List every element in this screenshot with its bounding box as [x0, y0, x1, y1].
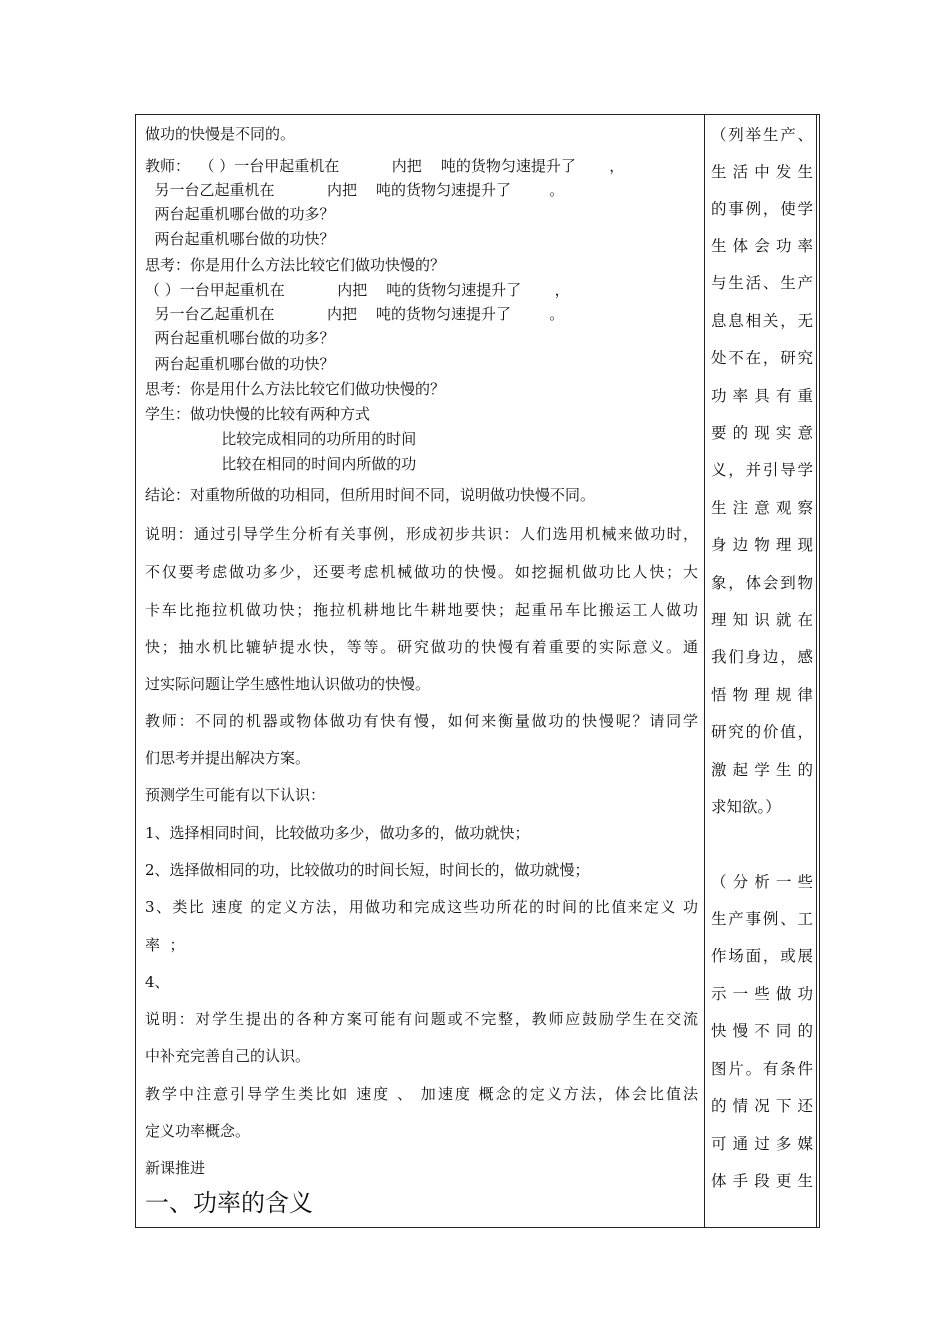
text-line: 两台起重机哪台做的功多？: [145, 205, 335, 223]
paragraph-line: 新课推进: [145, 1159, 206, 1177]
paragraph-line: 定义功率概念。: [145, 1122, 251, 1140]
note-line: 图片。有条件: [711, 1060, 813, 1078]
note-line: 息息相关，无: [711, 312, 813, 330]
note-line: 悟物理规律: [711, 686, 813, 704]
text-line: 另一台乙起重机在 内把 吨的货物匀速提升了 。: [145, 181, 565, 199]
table-right-border: [816, 115, 817, 1227]
note-line: 的事例，使学: [711, 200, 813, 218]
note-line: 生注意观察: [711, 499, 813, 517]
text-line: 思考：你是用什么方法比较它们做功快慢的？: [145, 380, 446, 398]
paragraph-line: 教师：不同的机器或物体做功有快有慢，如何来衡量做功的快慢呢？请同学: [145, 712, 698, 730]
note-line: 理知识就在: [711, 611, 813, 629]
note-line: 生体会功率: [711, 237, 813, 255]
paragraph-line: 2、选择做相同的功，比较做功的时间长短，时间长的，做功就慢；: [145, 861, 590, 879]
note-line: 示一些做功: [711, 985, 813, 1003]
text-line: 比较完成相同的功所用的时间: [145, 430, 417, 448]
note-line: 生产事例、工: [711, 910, 813, 928]
note-line: 我们身边，感: [711, 648, 813, 666]
text-line: 两台起重机哪台做的功快？: [145, 230, 335, 248]
note-line: 求知欲。）: [711, 798, 781, 816]
text-line: 结论：对重物所做的功相同，但所用时间不同，说明做功快慢不同。: [145, 486, 596, 504]
paragraph-line: 说明：通过引导学生分析有关事例，形成初步共识：人们选用机械来做功时，: [145, 525, 698, 543]
text-line: 思考：你是用什么方法比较它们做功快慢的？: [145, 256, 446, 274]
note-line: 的情况下还: [711, 1097, 813, 1115]
note-line: 与生活、生产: [711, 274, 813, 292]
note-line: 研究的价值，: [711, 723, 813, 741]
note-line: 可通过多媒: [711, 1135, 813, 1153]
column-divider: [704, 114, 705, 1228]
note-line: 快慢不同的: [711, 1022, 813, 1040]
note-line: 象，体会到物: [711, 574, 813, 592]
text-line: 教师： （ ）一台甲起重机在 内把 吨的货物匀速提升了 ，: [145, 157, 625, 175]
paragraph-line: 3、类比 速度 的定义方法，用做功和完成这些功所花的时间的比值来定义 功: [145, 898, 698, 916]
paragraph-line: 教学中注意引导学生类比如 速度 、 加速度 概念的定义方法，体会比值法: [145, 1085, 698, 1103]
note-line: 激起学生的: [711, 761, 813, 779]
note-line: 作场面，或展: [711, 947, 813, 965]
paragraph-line: 们思考并提出解决方案。: [145, 749, 311, 767]
paragraph-line: 快；抽水机比辘轳提水快，等等。研究做功的快慢有着重要的实际意义。通: [145, 638, 698, 656]
text-line: （ ）一台甲起重机在 内把 吨的货物匀速提升了 ，: [145, 281, 570, 299]
paragraph-line: 说明：对学生提出的各种方案可能有问题或不完整，教师应鼓励学生在交流: [145, 1010, 698, 1028]
note-line: 生活中发生: [711, 163, 813, 181]
note-line: 功率具有重: [711, 387, 813, 405]
note-line: 要的现实意: [711, 424, 813, 442]
note-line: 身边物理现: [711, 536, 813, 554]
paragraph-line: 过实际问题让学生感性地认识做功的快慢。: [145, 675, 431, 693]
paragraph-line: 预测学生可能有以下认识：: [145, 786, 326, 804]
paragraph-line: 4、: [145, 973, 170, 991]
paragraph-line: 1、选择相同时间，比较做功多少，做功多的，做功就快；: [145, 824, 530, 842]
note-line: 处不在，研究: [711, 349, 813, 367]
note-line: （列举生产、: [711, 126, 813, 144]
text-line: 两台起重机哪台做的功多？: [145, 329, 335, 347]
paragraph-line: 卡车比拖拉机做功快；拖拉机耕地比牛耕地要快；起重吊车比搬运工人做功: [145, 601, 698, 619]
paragraph-line: 中补充完善自己的认识。: [145, 1047, 311, 1065]
paragraph-line: 不仅要考虑做功多少，还要考虑机械做功的快慢。如挖掘机做功比人快；大: [145, 563, 698, 581]
paragraph-line: 率 ；: [145, 936, 185, 954]
text-line: 学生：做功快慢的比较有两种方式: [145, 405, 371, 423]
note-line: 义，并引导学: [711, 461, 813, 479]
text-line: 另一台乙起重机在 内把 吨的货物匀速提升了 。: [145, 305, 565, 323]
text-line: 比较在相同的时间内所做的功: [145, 455, 417, 473]
note-line: （分析一些: [711, 873, 813, 891]
text-line: 两台起重机哪台做的功快？: [145, 355, 335, 373]
section-heading: 一、功率的含义: [145, 1189, 313, 1217]
text-line: 做功的快慢是不同的。: [145, 125, 296, 143]
note-line: 体手段更生: [711, 1172, 813, 1190]
